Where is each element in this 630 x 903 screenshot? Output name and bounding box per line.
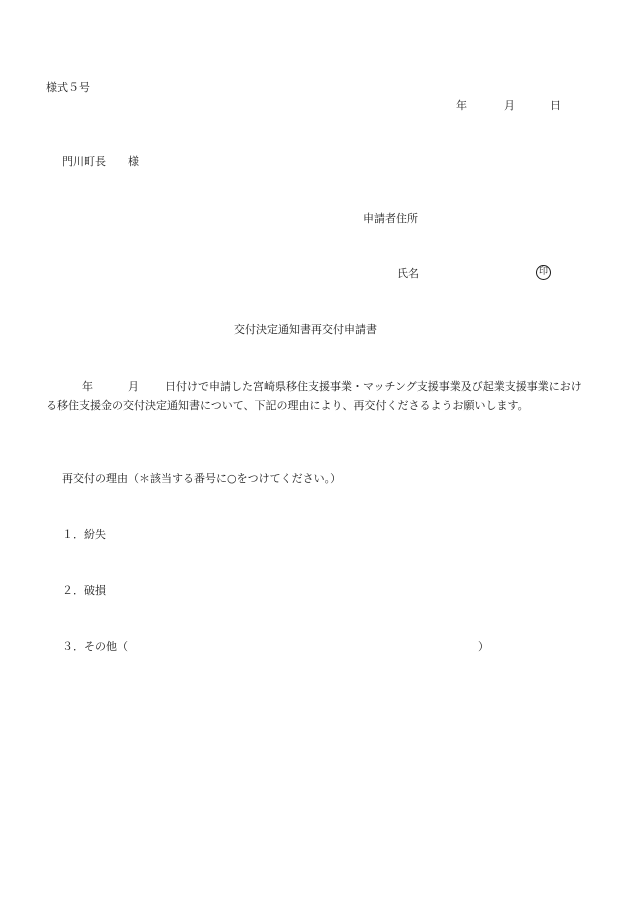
- date-day: 日: [550, 99, 561, 112]
- reason-heading: 再交付の理由（＊該当する番号に○をつけてください。）: [62, 472, 342, 485]
- addressee-honorific: 様: [128, 155, 139, 168]
- reason-item-other-close: ）: [478, 640, 489, 653]
- reason-item-other: ３．その他（: [62, 640, 128, 653]
- seal-mark-icon: 印: [536, 265, 551, 280]
- form-number: 様式５号: [46, 81, 90, 94]
- date-month: 月: [504, 99, 515, 112]
- document-title: 交付決定通知書再交付申請書: [234, 323, 377, 336]
- body-year: 年: [82, 380, 93, 393]
- reason-item-lost: １．紛失: [62, 528, 106, 541]
- applicant-address-label: 申請者住所: [363, 212, 418, 225]
- date-year: 年: [456, 99, 467, 112]
- applicant-name-label: 氏名: [397, 267, 419, 280]
- reason-item-damaged: ２．破損: [62, 584, 106, 597]
- addressee-name: 門川町長: [62, 155, 106, 168]
- body-text: 日付けで申請した宮崎県移住支援事業・マッチング支援事業及び起業支援事業における移住支援金の交付決定通知書について、下記の理由により、再交付くださるようお願いします。: [46, 380, 582, 412]
- body-paragraph: [46, 377, 591, 415]
- body-month: 月: [128, 380, 139, 393]
